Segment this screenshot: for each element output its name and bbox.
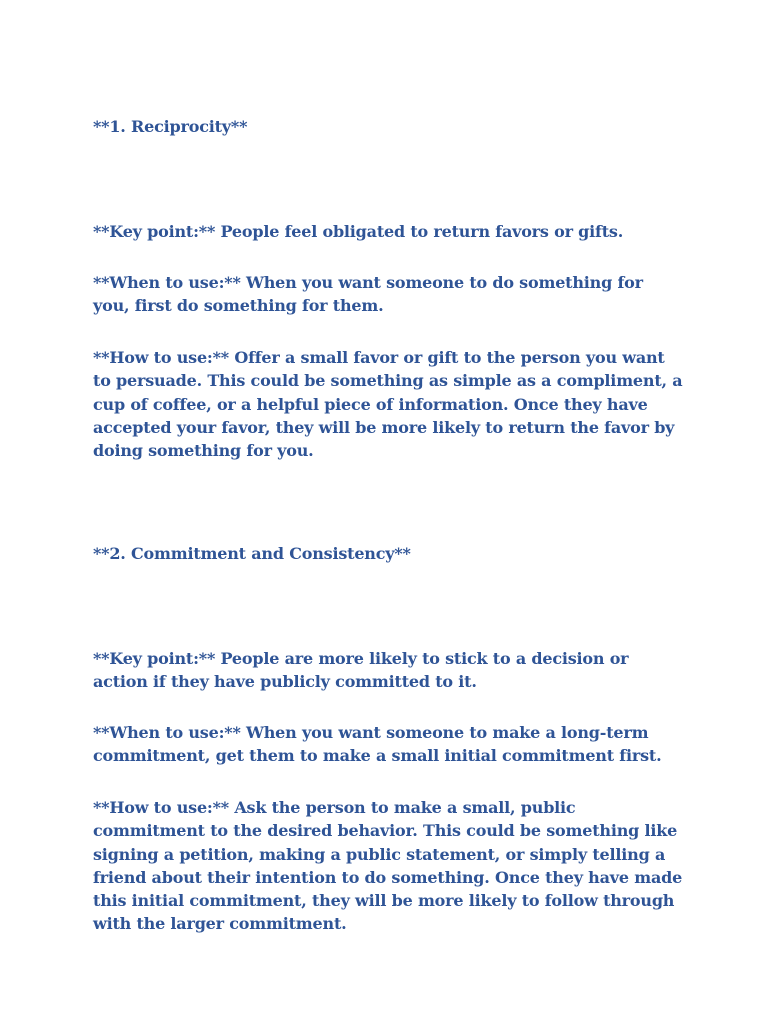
section-1-how-to-use: **How to use:** Offer a small favor or gift to the person you want to persuade. This could be something as simple as a compliment, a cup of coffee, or a helpful piece of information. Once they have accepted your favor, they will be more likely to return the favor by doing something for you. (93, 348, 683, 461)
section-2-when-to-use: **When to use:** When you want someone to make a long-term commitment, get them to make a small initial commitment first. (93, 723, 662, 766)
section-1-when-to-use: **When to use:** When you want someone to do something for you, first do something for them. (93, 273, 643, 316)
section-1-key-point: **Key point:** People feel obligated to return favors or gifts. (93, 222, 624, 241)
section-2-how-to-use: **How to use:** Ask the person to make a small, public commitment to the desired behavior. This could be something like signing a petition, making a public statement, or simply telling a friend about their intention to do something. Once they have made this initial commitment, they will be more likely to follow through with the larger commitment. (93, 798, 683, 934)
section-2-heading: **2. Commitment and Consistency** (93, 544, 411, 563)
section-1-heading: **1. Reciprocity** (93, 117, 248, 136)
section-2-key-point: **Key point:** People are more likely to stick to a decision or action if they have publicly committed to it. (93, 649, 629, 692)
